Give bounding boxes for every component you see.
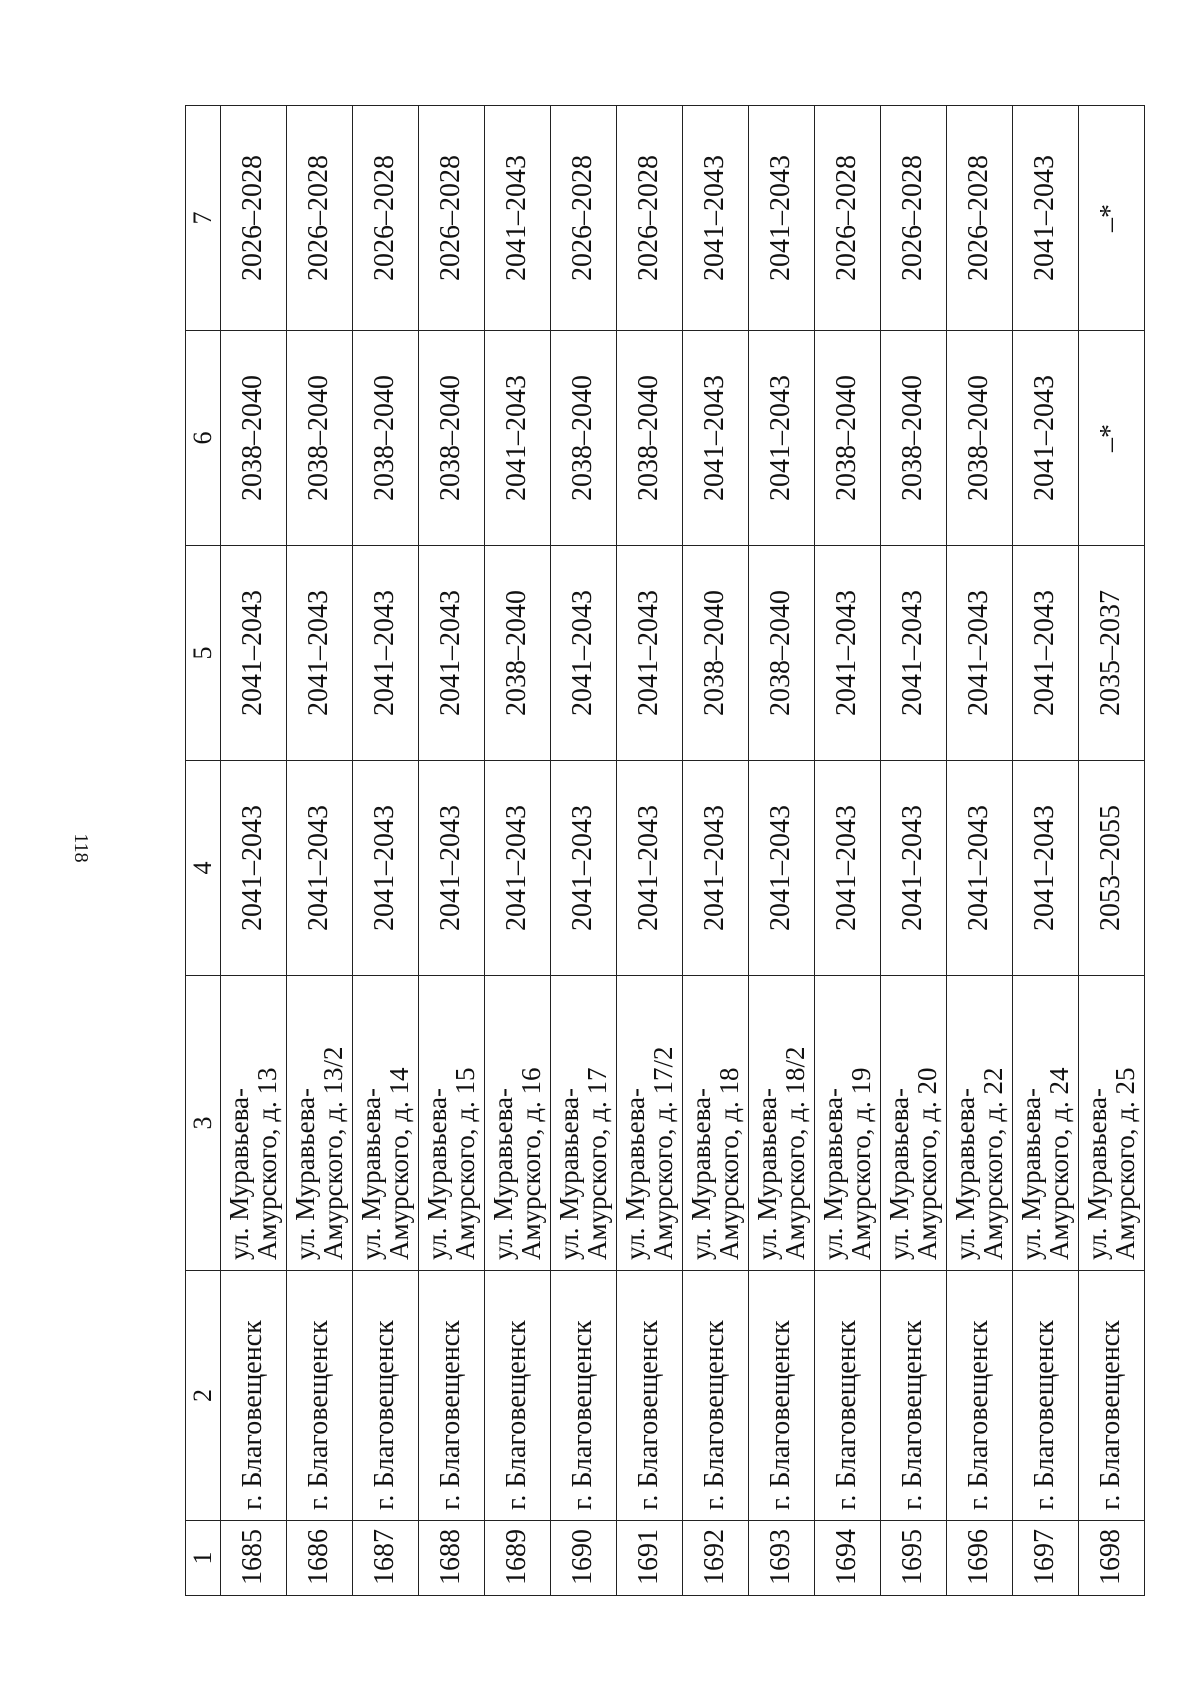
address-cell xyxy=(419,976,485,1271)
address-cell xyxy=(881,976,947,1271)
period-cell-7: 2026–2028 xyxy=(419,106,485,331)
street-line: ул. Муравьева- xyxy=(355,1087,386,1260)
period-cell-5: 2035–2037 xyxy=(1079,546,1145,761)
city-cell: г. Благовещенск xyxy=(947,1271,1013,1521)
city-cell: г. Благовещенск xyxy=(815,1271,881,1521)
row-number-cell: 1690 xyxy=(551,1521,617,1596)
period-cell-5: 2038–2040 xyxy=(749,546,815,761)
city-cell: г. Благовещенск xyxy=(881,1271,947,1521)
street-line: ул. Муравьева- xyxy=(553,1087,584,1260)
street-line: ул. Муравьева- xyxy=(619,1087,650,1260)
street-line: ул. Муравьева- xyxy=(685,1087,716,1260)
table-body xyxy=(221,106,1145,1596)
address-cell xyxy=(551,976,617,1271)
house-line: Амурского, д. 18/2 xyxy=(779,1046,810,1260)
row-number-cell: 1696 xyxy=(947,1521,1013,1596)
street-line: ул. Муравьева- xyxy=(1081,1087,1112,1260)
table-row xyxy=(815,106,881,1596)
table-container xyxy=(185,106,1140,1596)
period-cell-4: 2041–2043 xyxy=(749,761,815,976)
period-cell-7: 2026–2028 xyxy=(551,106,617,331)
street-line: ул. Муравьева- xyxy=(223,1087,254,1260)
table-row xyxy=(485,106,551,1596)
page-number: 118 xyxy=(70,833,92,863)
period-cell-4: 2053–2055 xyxy=(1079,761,1145,976)
row-number-cell: 1689 xyxy=(485,1521,551,1596)
house-line: Амурского, д. 15 xyxy=(449,1067,480,1260)
table-row xyxy=(881,106,947,1596)
period-cell-4: 2041–2043 xyxy=(287,761,353,976)
period-cell-7: 2026–2028 xyxy=(881,106,947,331)
period-cell-7: 2041–2043 xyxy=(749,106,815,331)
row-number-cell: 1685 xyxy=(221,1521,287,1596)
city-cell: г. Благовещенск xyxy=(683,1271,749,1521)
street-line: ул. Муравьева- xyxy=(421,1087,452,1260)
period-cell-4: 2041–2043 xyxy=(947,761,1013,976)
period-cell-5: 2041–2043 xyxy=(419,546,485,761)
address-cell xyxy=(683,976,749,1271)
period-cell-5: 2038–2040 xyxy=(485,546,551,761)
address-cell xyxy=(1013,976,1079,1271)
period-cell-7: 2026–2028 xyxy=(617,106,683,331)
street-line: ул. Муравьева- xyxy=(751,1087,782,1260)
period-cell-5: 2041–2043 xyxy=(881,546,947,761)
period-cell-4: 2041–2043 xyxy=(617,761,683,976)
period-cell-6: 2041–2043 xyxy=(1013,331,1079,546)
row-number-cell: 1698 xyxy=(1079,1521,1145,1596)
period-cell-4: 2041–2043 xyxy=(551,761,617,976)
period-cell-6: 2038–2040 xyxy=(221,331,287,546)
period-cell-6: 2038–2040 xyxy=(815,331,881,546)
period-cell-4: 2041–2043 xyxy=(419,761,485,976)
period-cell-7: 2026–2028 xyxy=(815,106,881,331)
period-cell-6: 2038–2040 xyxy=(287,331,353,546)
table-row xyxy=(1013,106,1079,1596)
column-header-7: 7 xyxy=(186,106,221,331)
period-cell-4: 2041–2043 xyxy=(485,761,551,976)
table-row xyxy=(287,106,353,1596)
table-row xyxy=(353,106,419,1596)
period-cell-7: 2026–2028 xyxy=(221,106,287,331)
period-cell-6: 2041–2043 xyxy=(683,331,749,546)
table-row xyxy=(947,106,1013,1596)
row-number-cell: 1697 xyxy=(1013,1521,1079,1596)
row-number-cell: 1694 xyxy=(815,1521,881,1596)
column-header-3: 3 xyxy=(186,976,221,1271)
period-cell-7: 2026–2028 xyxy=(287,106,353,331)
period-cell-7: 2041–2043 xyxy=(683,106,749,331)
address-cell xyxy=(485,976,551,1271)
address-cell xyxy=(947,976,1013,1271)
city-cell: г. Благовещенск xyxy=(485,1271,551,1521)
city-cell: г. Благовещенск xyxy=(551,1271,617,1521)
address-cell xyxy=(287,976,353,1271)
row-number-cell: 1687 xyxy=(353,1521,419,1596)
house-line: Амурского, д. 13 xyxy=(251,1067,282,1260)
city-cell: г. Благовещенск xyxy=(1013,1271,1079,1521)
period-cell-6: 2038–2040 xyxy=(881,331,947,546)
table-row xyxy=(683,106,749,1596)
city-cell: г. Благовещенск xyxy=(617,1271,683,1521)
table-row xyxy=(1079,106,1145,1596)
street-line: ул. Муравьева- xyxy=(949,1087,980,1260)
table-row xyxy=(551,106,617,1596)
table-row xyxy=(419,106,485,1596)
row-number-cell: 1686 xyxy=(287,1521,353,1596)
city-cell: г. Благовещенск xyxy=(287,1271,353,1521)
house-line: Амурского, д. 20 xyxy=(911,1067,942,1260)
row-number-cell: 1692 xyxy=(683,1521,749,1596)
address-cell xyxy=(221,976,287,1271)
city-cell: г. Благовещенск xyxy=(1079,1271,1145,1521)
period-cell-5: 2041–2043 xyxy=(947,546,1013,761)
column-header-4: 4 xyxy=(186,761,221,976)
period-cell-6: 2038–2040 xyxy=(419,331,485,546)
period-cell-4: 2041–2043 xyxy=(221,761,287,976)
period-cell-7: 2041–2043 xyxy=(1013,106,1079,331)
table-row xyxy=(749,106,815,1596)
row-number-cell: 1695 xyxy=(881,1521,947,1596)
period-cell-6: 2038–2040 xyxy=(353,331,419,546)
house-line: Амурского, д. 19 xyxy=(845,1067,876,1260)
street-line: ул. Муравьева- xyxy=(1015,1087,1046,1260)
city-cell: г. Благовещенск xyxy=(353,1271,419,1521)
period-cell-4: 2041–2043 xyxy=(1013,761,1079,976)
period-cell-4: 2041–2043 xyxy=(353,761,419,976)
period-cell-6: 2041–2043 xyxy=(485,331,551,546)
row-number-cell: 1691 xyxy=(617,1521,683,1596)
period-cell-6: –* xyxy=(1079,331,1145,546)
period-cell-6: 2038–2040 xyxy=(551,331,617,546)
period-cell-5: 2041–2043 xyxy=(353,546,419,761)
address-cell xyxy=(1079,976,1145,1271)
table-row xyxy=(617,106,683,1596)
period-cell-6: 2038–2040 xyxy=(947,331,1013,546)
street-line: ул. Муравьева- xyxy=(883,1087,914,1260)
period-cell-5: 2038–2040 xyxy=(683,546,749,761)
house-line: Амурского, д. 18 xyxy=(713,1067,744,1260)
house-line: Амурского, д. 17/2 xyxy=(647,1046,678,1260)
house-line: Амурского, д. 24 xyxy=(1043,1067,1074,1260)
period-cell-4: 2041–2043 xyxy=(683,761,749,976)
table-header-row xyxy=(186,106,221,1596)
period-cell-6: 2038–2040 xyxy=(617,331,683,546)
street-line: ул. Муравьева- xyxy=(817,1087,848,1260)
column-header-6: 6 xyxy=(186,331,221,546)
period-cell-5: 2041–2043 xyxy=(221,546,287,761)
period-cell-7: –* xyxy=(1079,106,1145,331)
address-cell xyxy=(749,976,815,1271)
period-cell-4: 2041–2043 xyxy=(815,761,881,976)
period-cell-7: 2026–2028 xyxy=(353,106,419,331)
house-line: Амурского, д. 16 xyxy=(515,1067,546,1260)
row-number-cell: 1693 xyxy=(749,1521,815,1596)
period-cell-5: 2041–2043 xyxy=(617,546,683,761)
city-cell: г. Благовещенск xyxy=(221,1271,287,1521)
column-header-1: 1 xyxy=(186,1521,221,1596)
street-line: ул. Муравьева- xyxy=(289,1087,320,1260)
street-line: ул. Муравьева- xyxy=(487,1087,518,1260)
house-line: Амурского, д. 17 xyxy=(581,1067,612,1260)
address-cell xyxy=(353,976,419,1271)
period-cell-7: 2041–2043 xyxy=(485,106,551,331)
city-cell: г. Благовещенск xyxy=(419,1271,485,1521)
house-line: Амурского, д. 13/2 xyxy=(317,1046,348,1260)
period-cell-5: 2041–2043 xyxy=(287,546,353,761)
city-cell: г. Благовещенск xyxy=(749,1271,815,1521)
house-line: Амурского, д. 14 xyxy=(383,1067,414,1260)
period-cell-7: 2026–2028 xyxy=(947,106,1013,331)
period-cell-5: 2041–2043 xyxy=(815,546,881,761)
period-cell-4: 2041–2043 xyxy=(881,761,947,976)
table-row xyxy=(221,106,287,1596)
period-cell-6: 2041–2043 xyxy=(749,331,815,546)
register-table xyxy=(185,105,1145,1596)
house-line: Амурского, д. 22 xyxy=(977,1067,1008,1260)
address-cell xyxy=(617,976,683,1271)
column-header-2: 2 xyxy=(186,1271,221,1521)
house-line: Амурского, д. 25 xyxy=(1109,1067,1140,1260)
period-cell-5: 2041–2043 xyxy=(551,546,617,761)
column-header-5: 5 xyxy=(186,546,221,761)
period-cell-5: 2041–2043 xyxy=(1013,546,1079,761)
row-number-cell: 1688 xyxy=(419,1521,485,1596)
address-cell xyxy=(815,976,881,1271)
